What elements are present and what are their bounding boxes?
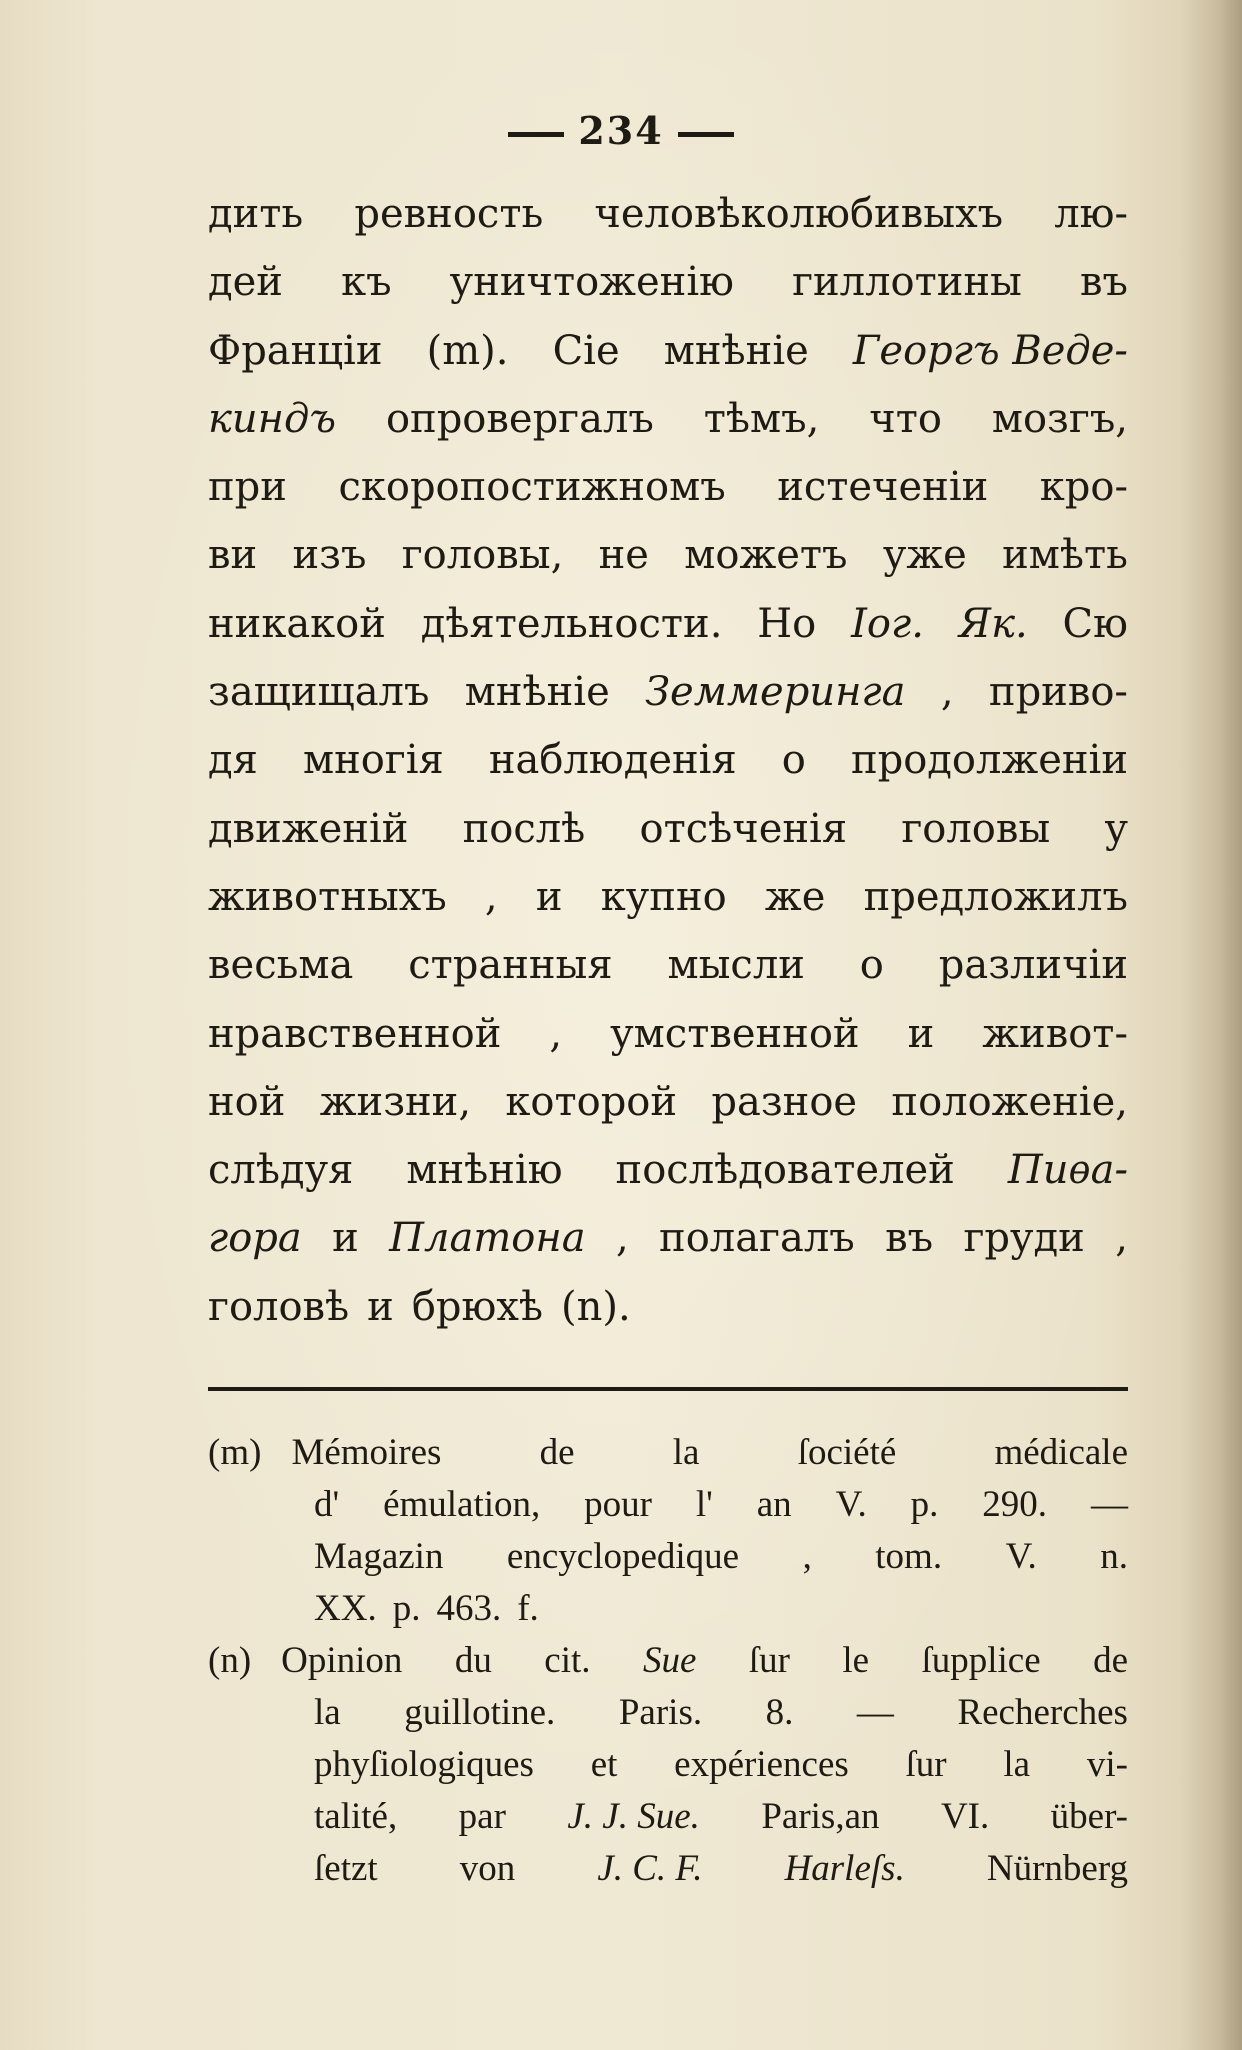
- footnote-line: [314, 1739, 1128, 1791]
- word: въ: [1080, 259, 1128, 306]
- text-line: [208, 658, 1128, 726]
- word: защищалъ: [208, 669, 430, 716]
- word: продолженіи: [850, 737, 1128, 784]
- word: talité,: [314, 1796, 398, 1837]
- word: дей: [208, 259, 283, 306]
- word: слѣдуя: [208, 1147, 354, 1194]
- word: la: [1003, 1744, 1031, 1785]
- word: дѣятельности.: [420, 600, 723, 647]
- word: мнѣніе: [663, 327, 809, 374]
- left-dash: [508, 132, 564, 137]
- text-line: [208, 248, 1128, 316]
- text-line: [208, 726, 1128, 794]
- word: Платона: [389, 1215, 586, 1262]
- word: брюхѣ: [411, 1283, 544, 1330]
- word: головѣ: [208, 1283, 350, 1330]
- word: Nürnberg: [986, 1848, 1128, 1889]
- word: ,: [615, 1215, 629, 1262]
- footnote-line: [314, 1791, 1128, 1843]
- word: V.: [835, 1484, 867, 1525]
- word: умственной: [610, 1010, 860, 1057]
- word: —: [1090, 1484, 1128, 1525]
- text-line: [208, 1136, 1128, 1204]
- word: Сю: [1062, 600, 1128, 647]
- word: же: [764, 873, 826, 920]
- word: опровергалъ: [385, 395, 654, 442]
- word: f.: [517, 1588, 539, 1629]
- word: p.: [910, 1484, 939, 1525]
- word: ſociété: [797, 1432, 897, 1473]
- word: Земмеринга: [645, 669, 906, 716]
- word: и: [367, 1283, 394, 1330]
- text-line: [208, 453, 1128, 521]
- word: 290.: [982, 1484, 1048, 1525]
- word: лю-: [1054, 191, 1128, 237]
- word: мысли: [667, 942, 805, 989]
- footnote-line: [314, 1583, 1128, 1635]
- word: изъ: [292, 532, 367, 579]
- word: кро-: [1039, 464, 1128, 511]
- word: d': [314, 1484, 340, 1525]
- word: у: [1104, 805, 1128, 852]
- main-text-block: [208, 180, 1128, 1341]
- word: et: [590, 1744, 618, 1785]
- word: (n).: [561, 1283, 631, 1330]
- word: Recherches: [957, 1692, 1128, 1733]
- word: послѣдователей: [615, 1147, 955, 1194]
- word: тѣмъ,: [703, 395, 820, 442]
- word: головы,: [401, 532, 564, 579]
- word: мнѣніе: [464, 669, 610, 716]
- word: гиллотины: [792, 259, 1022, 306]
- word: Sue: [642, 1640, 697, 1681]
- word: von: [459, 1848, 516, 1889]
- word: ,: [1115, 1215, 1128, 1262]
- word: guillotine.: [404, 1692, 556, 1733]
- footnote-separator-rule: [208, 1387, 1128, 1391]
- word: encyclopedique: [506, 1536, 740, 1577]
- word: уже: [882, 532, 967, 579]
- word: Як.: [958, 600, 1028, 647]
- word: Paris.: [618, 1692, 703, 1733]
- word: V.: [1005, 1536, 1037, 1577]
- word: Opinion: [281, 1640, 403, 1681]
- word: Mémoires: [291, 1432, 442, 1473]
- word: VI.: [940, 1796, 990, 1837]
- word: p.: [392, 1588, 421, 1629]
- word: къ: [341, 259, 392, 306]
- word: купно: [600, 873, 727, 920]
- word: положеніе,: [891, 1078, 1128, 1125]
- word: не: [598, 532, 649, 579]
- footnote-line: [314, 1843, 1128, 1895]
- word: никакой: [208, 600, 386, 647]
- text-line: [208, 795, 1128, 863]
- word: весьма: [208, 942, 354, 989]
- text-line: [208, 863, 1128, 931]
- word: предложилъ: [863, 873, 1128, 920]
- word: Пиѳа-: [1007, 1147, 1128, 1194]
- word: la: [672, 1432, 700, 1473]
- footnote-first-line-text: [281, 1635, 1128, 1687]
- footnote-first-line-text: [291, 1427, 1128, 1479]
- word: ,: [484, 873, 498, 920]
- word: живот-: [982, 1010, 1128, 1057]
- word: phyſiologiques: [314, 1744, 534, 1785]
- word: нравственной: [208, 1010, 502, 1057]
- word: ſupplice: [921, 1640, 1041, 1681]
- word: о: [859, 942, 884, 989]
- footnotes-block: [208, 1427, 1128, 1895]
- word: мозгъ,: [991, 395, 1128, 442]
- word: Paris,an: [761, 1796, 880, 1837]
- page-gutter-shadow: [1180, 0, 1242, 2050]
- footnote-line: [208, 1635, 1128, 1687]
- word: дя: [208, 737, 258, 784]
- word: ревность: [354, 191, 544, 237]
- page-number: 234: [578, 108, 664, 153]
- word: (m).: [426, 327, 509, 374]
- word: —: [856, 1692, 894, 1733]
- word: при: [208, 464, 287, 511]
- word: гора: [208, 1215, 302, 1262]
- word: можетъ: [684, 532, 848, 579]
- word: послѣ: [462, 805, 586, 852]
- word: pour: [584, 1484, 652, 1525]
- word: XX.: [314, 1588, 377, 1629]
- word: médicale: [994, 1432, 1128, 1473]
- word: l': [695, 1484, 713, 1525]
- text-line: [208, 317, 1128, 385]
- text-line: [208, 1068, 1128, 1136]
- word: 8.: [765, 1692, 794, 1733]
- word: Magazin: [314, 1536, 444, 1577]
- text-line: [208, 521, 1128, 589]
- word: J. C. F.: [597, 1848, 703, 1889]
- word: vi-: [1086, 1744, 1128, 1785]
- word: разное: [711, 1078, 858, 1125]
- word: уничтоженію: [449, 259, 734, 306]
- footnote-label: (m): [208, 1432, 262, 1473]
- word: ,: [549, 1010, 563, 1057]
- page-number-header: [0, 108, 1242, 153]
- word: la: [314, 1692, 341, 1733]
- word: о: [781, 737, 806, 784]
- word: par: [458, 1796, 506, 1837]
- text-line: [208, 180, 1128, 248]
- footnote-line: [208, 1427, 1128, 1479]
- word: приво-: [988, 669, 1128, 716]
- word: le: [842, 1640, 870, 1681]
- word: über-: [1050, 1796, 1128, 1837]
- word: жизни,: [319, 1078, 472, 1125]
- word: странныя: [408, 942, 613, 989]
- text-line: [208, 1204, 1128, 1272]
- word: ſetzt: [314, 1848, 378, 1889]
- word: de: [539, 1432, 575, 1473]
- word: животныхъ: [208, 873, 447, 920]
- word: ſur: [905, 1744, 947, 1785]
- word: 463.: [436, 1588, 502, 1629]
- word: Сіе: [552, 327, 620, 374]
- text-line: [208, 931, 1128, 999]
- word: которой: [505, 1078, 678, 1125]
- word: Но: [757, 600, 817, 647]
- text-line: [208, 1000, 1128, 1068]
- word: du: [454, 1640, 492, 1681]
- footnote-line: [314, 1531, 1128, 1583]
- text-line: [208, 1273, 1128, 1341]
- text-line: [208, 590, 1128, 658]
- word: an: [756, 1484, 792, 1525]
- word: и: [535, 873, 563, 920]
- word: ſur: [748, 1640, 790, 1681]
- word: n.: [1100, 1536, 1128, 1577]
- footnote-label: (n): [208, 1640, 252, 1681]
- right-dash: [678, 132, 734, 137]
- word: expériences: [674, 1744, 849, 1785]
- word: tom.: [875, 1536, 943, 1577]
- word: de: [1093, 1640, 1128, 1681]
- word: дить: [208, 191, 304, 237]
- word: истеченіи: [777, 464, 989, 511]
- footnote-line: [314, 1479, 1128, 1531]
- word: наблюденія: [488, 737, 737, 784]
- word: и: [332, 1215, 359, 1262]
- word: киндъ: [208, 395, 337, 442]
- word: человѣколюбивыхъ: [594, 191, 1004, 237]
- word: въ: [885, 1215, 934, 1262]
- text-line: [208, 385, 1128, 453]
- word: головы: [901, 805, 1051, 852]
- word: émulation,: [383, 1484, 541, 1525]
- word: Harleſs.: [784, 1848, 905, 1889]
- word: ви: [208, 532, 258, 579]
- word: различіи: [938, 942, 1128, 989]
- word: отсѣченія: [639, 805, 848, 852]
- word: скоропостижномъ: [338, 464, 726, 511]
- word: Георгъ Веде-: [852, 327, 1128, 374]
- word: ной: [208, 1078, 286, 1125]
- word: ,: [940, 669, 954, 716]
- word: имѣть: [1002, 532, 1128, 579]
- footnote-line: [314, 1687, 1128, 1739]
- word: и: [907, 1010, 935, 1057]
- word: движеній: [208, 805, 409, 852]
- word: cit.: [544, 1640, 591, 1681]
- word: полагалъ: [659, 1215, 855, 1262]
- word: груди: [963, 1215, 1085, 1262]
- word: мнѣнію: [406, 1147, 563, 1194]
- word: многія: [302, 737, 444, 784]
- word: Іог.: [851, 600, 924, 647]
- word: ,: [802, 1536, 812, 1577]
- word: Франціи: [208, 327, 383, 374]
- word: J. J. Sue.: [567, 1796, 700, 1837]
- word: что: [869, 395, 942, 442]
